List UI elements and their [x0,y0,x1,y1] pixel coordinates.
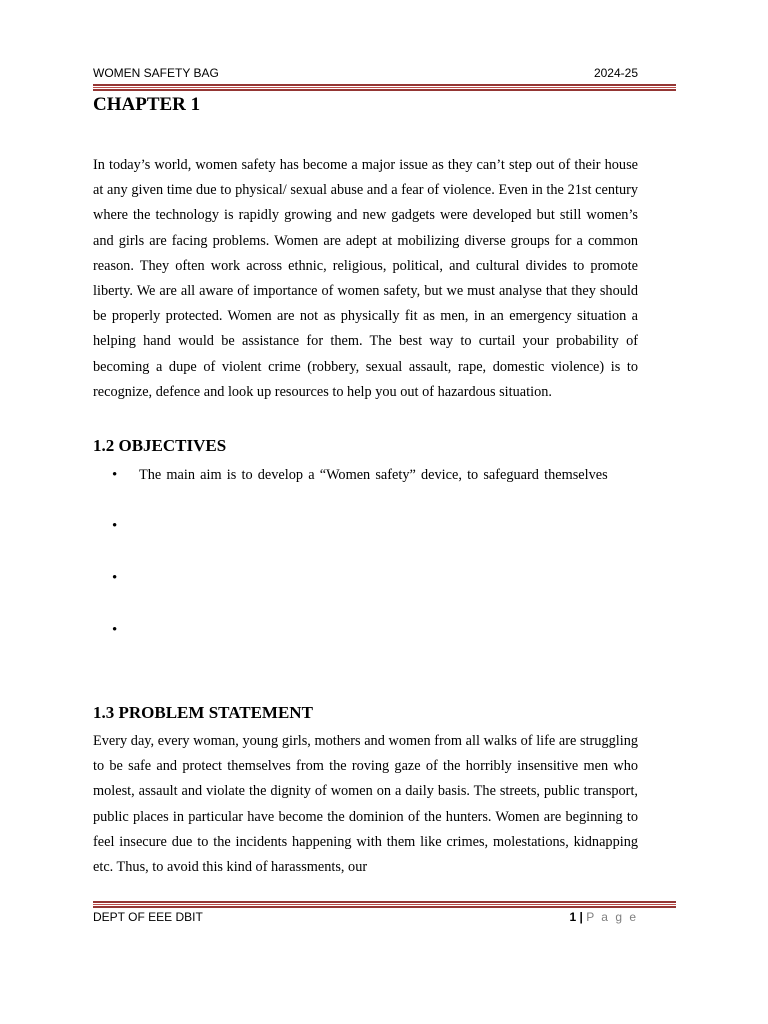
page-number: 1 [569,910,577,924]
header-title: WOMEN SAFETY BAG [93,66,219,80]
objective-item [112,620,638,640]
problem-statement-heading: 1.3 PROBLEM STATEMENT [93,703,313,722]
objective-item [112,465,638,485]
header-rule-top [93,84,676,86]
header-rule-bottom [93,89,676,91]
footer-rule-middle [93,904,676,905]
page-separator: | [579,910,583,924]
chapter-title: CHAPTER 1 [93,94,201,115]
page-word: P a g e [586,910,638,924]
page-footer [93,910,638,924]
objective-item [112,568,638,588]
page-indicator [569,910,638,924]
footer-rule-bottom [93,906,676,908]
objective-item [112,516,638,536]
page-header [93,66,638,80]
bullet-icon: • [112,518,118,534]
objective-text: The main aim is to develop a “Women safety” device, to safeguard themselves [139,467,608,483]
problem-statement-paragraph: Every day, every woman, young girls, mothers and women from all walks of life are struggling to be safe and protect themselves from the roving gaze of the horribly insensitive men who molest, assault and violate the dignity of women on a daily basis. The streets, public transport, public places in particular have become the dominion of the hunters. Women are beginning to feel insecure due to the incidents happening with them like crimes, molestations, kidnapping etc. Thus, to avoid this kind of harassments, our [93,733,638,876]
header-rule-middle [93,87,676,88]
intro-paragraph: In today’s world, women safety has become a major issue as they can’t step out of their house at any given time due to physical/ sexual abuse and a fear of violence. Even in the 21st century where the technology is rapidly growing and new gadgets were developed but still women’s and girls are facing problems. Women are adept at mobilizing diverse groups for a common reason. They often work across ethnic, religious, political, and cultural divides to promote liberty. We are all aware of importance of women safety, but we must analyse that they should be properly protected. Women are not as physically fit as men, in an emergency situation a helping hand would be assistance for them. The best way to curtail your probability of becoming a dupe of violent crime (robbery, sexual assault, rape, domestic violence) is to recognize, defence and look up resources to help you out of hazardous situation. [93,157,638,400]
bullet-icon: • [112,570,118,586]
footer-rule-top [93,901,676,903]
header-year: 2024-25 [593,66,638,80]
bullet-icon: • [112,622,118,638]
footer-department: DEPT OF EEE DBIT [93,910,203,924]
objectives-heading: 1.2 OBJECTIVES [93,436,227,455]
bullet-icon: • [112,467,118,483]
